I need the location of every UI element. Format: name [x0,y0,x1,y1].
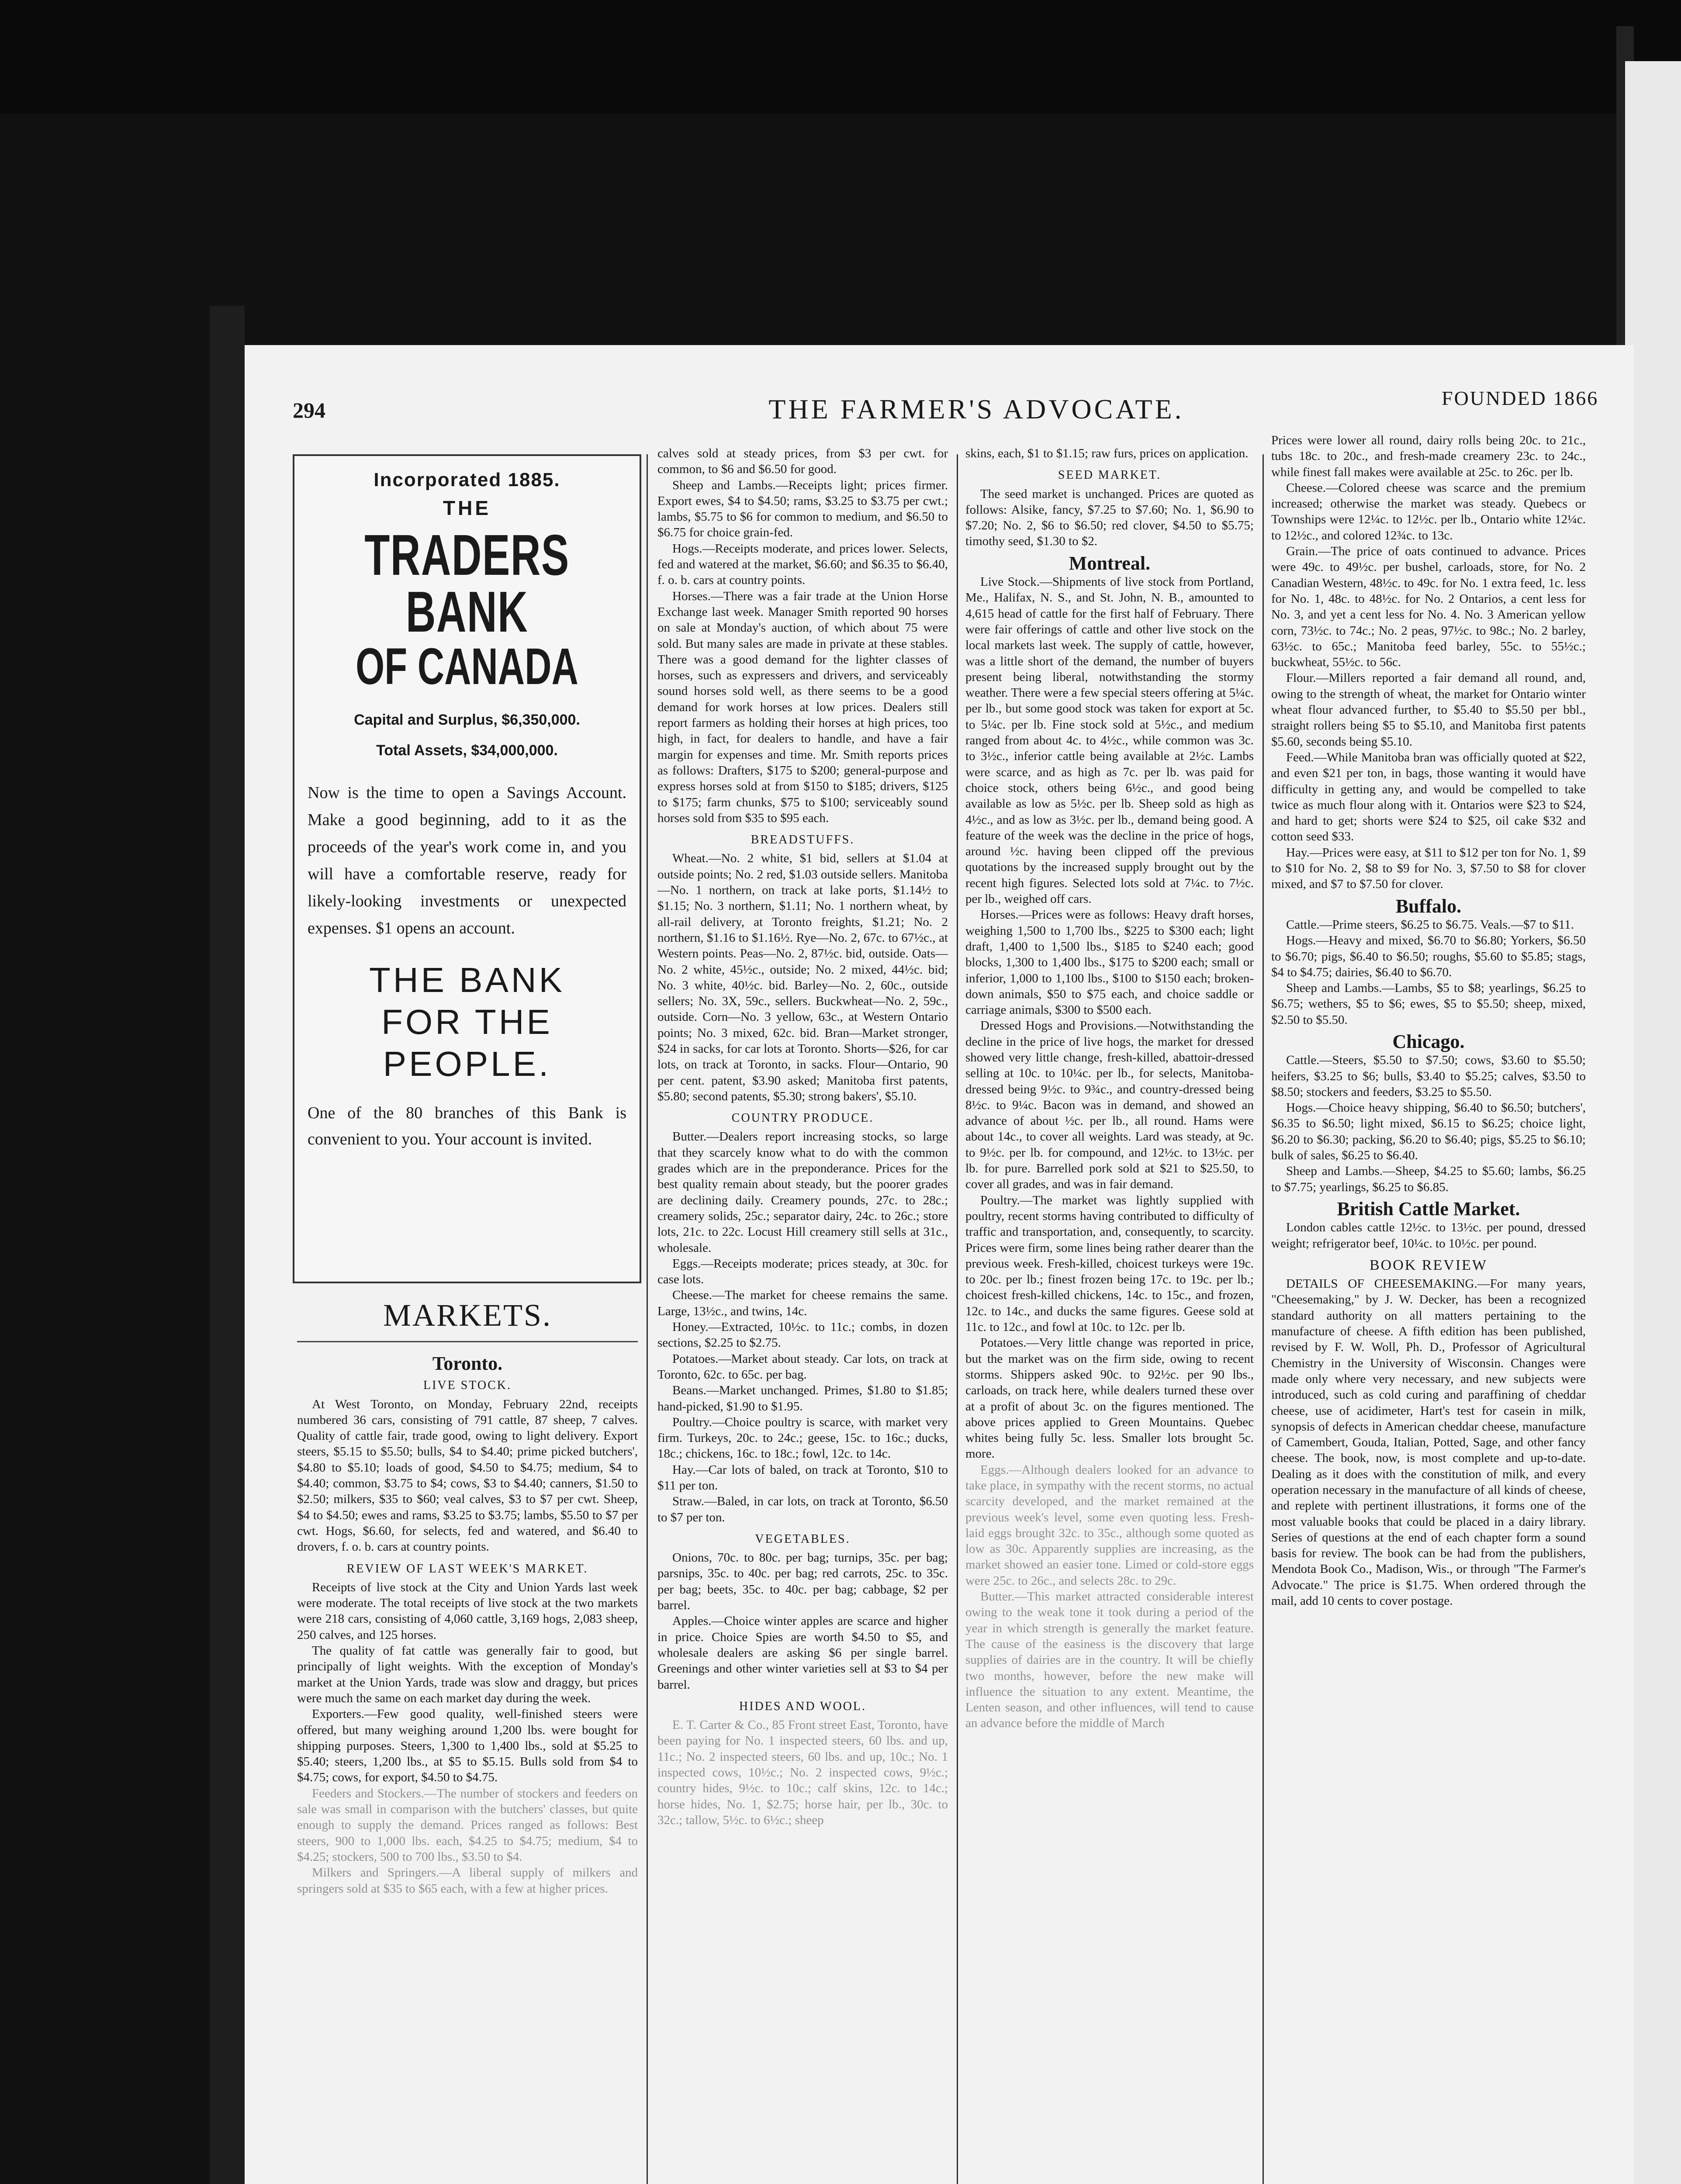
column-rule [1262,454,1264,2184]
section-heading: British Cattle Market. [1337,1198,1520,1220]
paragraph: Horses.—There was a fair trade at the Union Horse Exchange last week. Manager Smith reported 90 horses on sale at Monday's auction, of which about 75 were sold. But many sales are made in private at these stables. There was a good demand for the lighter classes of horses, such as expressers and drivers, and serviceably sound horses sold well, as there seems to be a good demand for work horses at low prices. Dealers still report farmers as holding their horses at high prices, too high, in fact, for dealers to handle, and have a fair margin for expenses and time. Mr. Smith reports prices as follows: Drafters, $175 to $200; general-purpose and express horses sold at from $150 to $185; drivers, $125 to $175; farm chunks, $75 to $100; serviceably sound horses sold from $35 to $95 each. [657,589,948,825]
ad-slogan [294,959,640,1085]
subheading: REVIEW OF LAST WEEK'S MARKET. [346,1562,588,1576]
subheading: BREADSTUFFS. [751,833,855,847]
paragraph: Receipts of live stock at the City and Union Yards last week were moderate. The total receipts of live stock at the two markets were 218 cars, consisting of 4,060 cattle, 3,169 hogs, 2,083 sheep, 250 calves, and 125 horses. [297,1580,638,1642]
column-rule [957,454,958,2184]
traders-bank-ad [293,454,641,1283]
paragraph: The seed market is unchanged. Prices are quoted as follows: Alsike, fancy, $7.25 to $7.60; No. 1, $6.90 to $7.20; No. 2, $6 to $6.50; red clover, $4.50 to $5.75; timothy seed, $1.30 to $2. [965,487,1254,549]
paragraph: Straw.—Baled, in car lots, on track at Toronto, $6.50 to $7 per ton. [657,1494,948,1524]
ad-incorporated: Incorporated 1885. [374,469,560,491]
ad-slogan-line: THE BANK [369,961,565,999]
paragraph: Feeders and Stockers.—The number of stockers and feeders on sale was small in comparison with the butchers' classes, but quite enough to supply the demand. Prices ranged as follows: Best steers, 900 to 1,000 lbs. each, $4.25 to $4.75; medium, $4 to $4.25; stockers, 500 to 700 lbs., $3.50 to $4. [297,1786,638,1864]
page-number: 294 [293,398,325,422]
paragraph: Sheep and Lambs.—Receipts light; prices firmer. Export ewes, $4 to $4.50; rams, $3.25 to $3.75 per cwt.; lambs, $5.75 to $6 for common to medium, and $6.50 to $6.75 for choice grain-fed. [657,478,948,540]
newspaper-page [245,345,1634,2184]
markets-rule [297,1341,638,1342]
paragraph: Flour.—Millers reported a fair demand all round, and, owing to the strength of wheat, the market for Ontario winter wheat flour advanced further, to $5.40 to $5.50 per bbl., straight rollers being $5 to $5.10, and Manitoba first patents $5.60, seconds being $5.10. [1271,671,1586,749]
paragraph: Cattle.—Prime steers, $6.25 to $6.75. Veals.—$7 to $11. [1286,917,1574,932]
paragraph: Wheat.—No. 2 white, $1 bid, sellers at $1.04 at outside points; No. 2 red, $1.03 outside sellers. Manitoba—No. 1 northern, on track at lake ports, $1.14½ to $1.15; No. 3 northern, $1.11; No. 1 northern wheat, by all-rail delivery, at Toronto freights, $1.21; No. 2 northern, $1.16 to $1.16½. Rye—No. 2, 67c. to 67½c., at Western points. Peas—No. 2, 87½c. bid, outside. Oats—No. 2 white, 45½c., outside; No. 2 mixed, 44½c. bid; No. 3 white, 40½c. bid. Barley—No. 2, 60c., outside sellers; No. 3X, 59c., sellers. Buckwheat—No. 2, 59c., outside. Corn—No. 3 yellow, 63c., at Western Ontario points; No. 3 mixed, 62c. bid. Bran—Market stronger, $24 in sacks, for car lots at Toronto. Shorts—$26, for car lots, on track at Toronto, in sacks. Flour—Ontario, 90 per cent. patent, $3.90 asked; Manitoba first patents, $5.80; second patents, $5.30; strong bakers', $5.10. [657,851,948,1103]
column-rule [647,454,648,2184]
paragraph: Poultry.—The market was lightly supplied with poultry, recent storms having contributed to difficulty of traffic and transportation, and, consequently, to scarcity. Prices were firm, some lines being rather dearer than the previous week. Fresh-killed, choicest turkeys were 19c. to 20c. per lb.; finest frozen being 17c. to 19c. per lb.; choicest fresh-killed chickens, 14c. to 15c., and frozen, 12c. to 14c., and ducks the same figures. Geese sold at 11c. to 12c., and fowl at 10c. to 12c. per lb. [965,1193,1254,1334]
paragraph: Hay.—Prices were easy, at $11 to $12 per ton for No. 1, $9 to $10 for No. 2, $8 to $9 for No. 3, $7.50 to $8 for clover mixed, and $7 to $7.50 for clover. [1271,845,1586,892]
paragraph: Apples.—Choice winter apples are scarce and higher in price. Choice Spies are worth $4.50 to $5, and wholesale dealers are asking $6 per single barrel. Greenings and other winter varieties sell at $3 to $4 per barrel. [657,1614,948,1692]
paragraph: Hogs.—Receipts moderate, and prices lower. Selects, fed and watered at the market, $6.60; and $6.35 to $6.40, f. o. b. cars at country points. [657,541,948,587]
section-heading: Chicago. [1392,1030,1465,1052]
paragraph: skins, each, $1 to $1.15; raw furs, prices on application. [965,446,1249,460]
subheading: SEED MARKET. [1058,468,1162,482]
paragraph: Beans.—Market unchanged. Primes, $1.80 to $1.85; hand-picked, $1.90 to $1.95. [657,1383,948,1413]
ad-slogan-line: PEOPLE. [383,1044,551,1083]
paragraph: Exporters.—Few good quality, well-finished steers were offered, but many weighing around 1,200 lbs. were bought for shipping purposes. Steers, 1,300 to 1,400 lbs., sold at $5.25 to $5.40; steers, 1,200 lbs., at $5 to $5.15. Bulls sold from $4 to $4.75; cows, for export, $4.50 to $4.75. [297,1707,638,1785]
section-heading: Buffalo. [1395,895,1462,917]
paragraph: Butter.—Dealers report increasing stocks, so large that they scarcely know what to do with the common grades which are in the preponderance. Prices for the best quality remain about steady, but the poorer grades are declining daily. Creamery pounds, 27c. to 28c.; creamery solids, 25c.; separator dairy, 24c. to 26c.; store lots, 21c. to 22c. Locust Hill creamery still sells at 31c., wholesale. [657,1130,948,1255]
subheading: BOOK REVIEW [1369,1257,1488,1273]
paragraph: DETAILS OF CHEESEMAKING.—For many years, "Cheesemaking," by J. W. Decker, has been a recognized standard authority on all matters pertaining to the manufacture of cheese. A fifth edition has been published, revised by F. W. Woll, Ph. D., Professor of Agricultural Chemistry in the University of Wisconsin. Changes were made only where very necessary, and new subjects were introduced, such as cold curing and paraffining of cheddar cheese, use of acidimeter, Hart's test for casein in milk, synopsis of defects in American cheddar cheese, manufacture of Camembert, Gouda, Italian, Potted, Sage, and other fancy cheese. The book, now, is most complete and up-to-date. Dealing as it does with the constitution of milk, and every operation necessary in the manufacture of all kinds of cheese, and replete with pertinent illustrations, it forms one of the most valuable books that could be placed in a dairy library. Series of questions at the end of each chapter form a sound basis for review. The book can be had from the publishers, Mendota Book Co., Madison, Wis., or through "The Farmer's Advocate." The price is $1.75. When ordered through the mail, add 10 cents to cover postage. [1271,1277,1586,1608]
ad-the: THE [443,497,491,519]
paragraph: Milkers and Springers.—A liberal supply of milkers and springers sold at $35 to $65 each, with a few at higher prices. [297,1866,638,1896]
page-title: THE FARMER'S ADVOCATE. [768,394,1184,425]
ad-assets: Total Assets, $34,000,000. [376,742,558,759]
subheading: COUNTRY PRODUCE. [731,1111,874,1125]
paragraph: Hogs.—Choice heavy shipping, $6.40 to $6.50; butchers', $6.35 to $6.50; light mixed, $6.15 to $6.25; choice light, $6.20 to $6.30; packing, $6.20 to $6.40; pigs, $5.25 to $6.10; bulk of sales, $6.25 to $6.40. [1271,1101,1586,1163]
paragraph: Sheep and Lambs.—Lambs, $5 to $8; yearlings, $6.25 to $6.75; wethers, $5 to $6; ewes, $5 to $5.50; sheep, mixed, $2.50 to $5.50. [1271,981,1586,1027]
paragraph: Cheese.—Colored cheese was scarce and the premium increased; otherwise the market was steady. Quebecs or Townships were 12¼c. to 12½c. per lb., Ontario white 12¼c. to 12½c., and colored 12¾c. to 13c. [1271,480,1586,543]
ad-bank-name: TRADERS BANK [364,523,570,644]
paragraph: Cheese.—The market for cheese remains the same. Large, 13½c., and twins, 14c. [657,1288,948,1318]
paragraph: Eggs.—Receipts moderate; prices steady, at 30c. for case lots. [657,1256,948,1287]
column-3 [965,446,1254,2184]
paragraph: London cables cattle 12½c. to 13½c. per pound, dressed weight; refrigerator beef, 10¼c. to 10½c. per pound. [1271,1220,1586,1251]
subheading: VEGETABLES. [755,1532,851,1546]
column-1 [297,1350,638,2184]
subheading: LIVE STOCK. [423,1379,512,1393]
paragraph: Honey.—Extracted, 10½c. to 11c.; combs, in dozen sections, $2.25 to $2.75. [657,1320,948,1350]
ad-body: Now is the time to open a Savings Account. Make a good beginning, add to it as the proceeds of the year's work come in, and you will have a comfortable reserve, ready for likely-looking investments or unexpected expenses. $1 opens an account. [308,784,626,937]
ad-slogan-line: FOR THE [381,1002,553,1041]
paragraph: Hay.—Car lots of baled, on track at Toronto, $10 to $11 per ton. [657,1462,948,1493]
paragraph: E. T. Carter & Co., 85 Front street East, Toronto, have been paying for No. 1 inspected steers, 60 lbs. and up, 11c.; No. 2 inspected steers, 60 lbs. and up, 10c.; No. 1 inspected cows, 10½c.; No. 2 inspected cows, 9½c.; country hides, 9½c. to 10c.; calf skins, 12c. to 14c.; horse hides, No. 1, $2.75; horse hair, per lb., 30c. to 32c.; tallow, 5½c. to 6½c.; sheep [657,1718,948,1827]
ad-capital: Capital and Surplus, $6,350,000. [354,712,580,728]
founded-label: FOUNDED 1866 [1442,387,1599,409]
paragraph: Onions, 70c. to 80c. per bag; turnips, 35c. per bag; parsnips, 35c. to 40c. per bag; red carrots, 25c. to 35c. per bag; beets, 35c. to 40c. per bag; cabbage, $2 per barrel. [657,1551,948,1613]
paragraph: Cattle.—Steers, $5.50 to $7.50; cows, $3.60 to $5.50; heifers, $3.25 to $6; bulls, $3.40 to $5.25; calves, $3.50 to $8.50; stockers and feeders, $3.25 to $5.50. [1271,1053,1586,1099]
paragraph: calves sold at steady prices, from $3 per cwt. for common, to $6 and $6.50 for good. [657,446,948,477]
paragraph: Potatoes.—Market about steady. Car lots, on track at Toronto, 62c. to 65c. per bag. [657,1351,948,1382]
paragraph: The quality of fat cattle was generally fair to good, but principally of light weights. With the exception of Monday's market at the Union Yards, trade was slow and draggy, but prices were much the same on each market day during the week. [297,1644,638,1705]
paragraph: Poultry.—Choice poultry is scarce, with market very firm. Turkeys, 20c. to 24c.; geese, 15c. to 16c.; ducks, 18c.; chickens, 16c. to 18c.; fowl, 12c. to 14c. [657,1415,948,1461]
paragraph: Live Stock.—Shipments of live stock from Portland, Me., Halifax, N. S., and St. John, N. B., amounted to 4,615 head of cattle for the first half of February. There were fair offerings of cattle and other live stock on the local markets last week. The supply of cattle, however, was a little short of the demand, the number of buyers present being liberal, notwithstanding the stormy weather. There were a few special steers offering at 5¼c. per lb., but some good stock was taken for export at 5c. to 5¼c. per lb. Fine stock sold at 5½c., and medium ranged from about 4c. to 4½c., while common was 3c. to 3½c., inferior cattle being available at 2½c. Lambs were scarce, and as high as 7c. per lb. was paid for choice stock, others being 6½c., and good being available as low as 5½c. per lb. Sheep sold as high as 4½c., and as low as 3½c. per lb., demand being good. A feature of the week was the decline in the price of hogs, around ½c. having been clipped off the previous quotations by the increased supply brought out by the recent high figures. Selected lots sold at 7¼c. to 7½c. per lb., weighed off cars. [965,575,1254,906]
paragraph: Prices were lower all round, dairy rolls being 20c. to 21c., tubs 18c. to 20c., and fresh-made creamery 23c. to 24c., while finest fall makes were available at 25c. to 26c. per lb. [1271,433,1586,479]
paragraph: Feed.—While Manitoba bran was officially quoted at $22, and even $21 per ton, in bags, those wanting it would have difficulty in getting any, and would be compelled to take twice as much flour along with it. Ontarios were $23 to $24, and hard to get; shorts were $24 to $25, oil cake $32 and cotton seed $33. [1271,750,1586,844]
paragraph: Sheep and Lambs.—Sheep, $4.25 to $5.60; lambs, $6.25 to $7.75; yearlings, $6.25 to $6.85. [1271,1164,1586,1194]
paragraph: Grain.—The price of oats continued to advance. Prices were 49c. to 49½c. per bushel, carloads, store, for No. 2 Canadian Western, 48½c. to 49c. for No. 1 extra feed, 1c. less for No. 1, 48c. to 48½c. for No. 2 Ontarios, a cent less for No. 3, and yet a cent less for No. 4. No. 3 American yellow corn, 73½c. to 74c.; No. 2 peas, 97½c. to 98c.; No. 2 barley, 63½c. to 65c.; Manitoba feed barley, 55c. to 55½c.; buckwheat, 55½c. to 56c. [1271,544,1586,670]
section-heading: Toronto. [432,1353,503,1374]
scan-border-top [0,0,1681,114]
column-2 [657,446,948,2184]
ad-footer: One of the 80 branches of this Bank is convenient to you. Your account is invited. [308,1104,626,1148]
paragraph: At West Toronto, on Monday, February 22nd, receipts numbered 36 cars, consisting of 791 cattle, 87 sheep, 7 calves. Quality of cattle fair, trade good, owing to light delivery. Export steers, $5.15 to $5.50; bulls, $4 to $4.40; prime picked butchers', $4.80 to $5.10; loads of good, $4.50 to $4.75; medium, $4 to $4.40; common, $3.75 to $4; cows, $3 to $4.40; canners, $1.50 to $2.50; milkers, $35 to $60; veal calves, $3 to $7 per cwt. Sheep, $4 to $4.50; ewes and rams, $3.25 to $3.75; lambs, $5.50 to $7 per cwt. Hogs, $6.60, for selects, fed and watered, and $6.40 to drovers, f. o. b. cars at country points. [297,1397,638,1554]
paragraph: Dressed Hogs and Provisions.—Notwithstanding the decline in the price of live hogs, the market for dressed showed very little change, fresh-killed, abattoir-dressed selling at 10c. to 10¼c. per lb., for selects, Manitoba-dressed being 9½c. to 9¾c., and country-dressed being 8½c. to 9¼c. Bacon was in demand, and showed an advance of about ½c. per lb., all round. Hams were about 14c., to cover all weights. Lard was steady, at 9c. to 9½c. per lb. for compound, and 12½c. to 13½c. per lb. for pure. Barrelled pork sold at $21 to $25.50, to cover all grades, and was in fair demand. [965,1019,1254,1192]
markets-heading: MARKETS. [383,1298,552,1333]
paragraph: Horses.—Prices were as follows: Heavy draft horses, weighing 1,500 to 1,700 lbs., $225 to $300 each; light draft, 1,400 to 1,500 lbs., $185 to $240 each; good blocks, 1,300 to 1,400 lbs., $175 to $200 each; small or inferior, 1,000 to 1,100 lbs., $100 to $150 each; broken-down animals, $50 to $75 each, and choice saddle or carriage animals, $300 to $500 each. [965,908,1254,1017]
scan-shadow-left [210,306,245,2184]
paragraph: Butter.—This market attracted considerable interest owing to the weak tone it took during a period of the year in which strength is generally the market feature. The cause of the easiness is the discovery that large supplies of dairies are in the country. It will be chiefly two months, however, before the new make will influence the situation to any extent. Meantime, the Lenten season, and other influences, will tend to cause an advance before the middle of March [965,1590,1254,1731]
section-heading: Montreal. [1069,552,1151,574]
paragraph: Eggs.—Although dealers looked for an advance to take place, in sympathy with the recent storms, no actual scarcity developed, and the market remained at the previous week's level, some even quoting less. Fresh-laid eggs brought 32c. to 35c., although some quoted as low as 30c. Apparently supplies are increasing, as the market showed an easier tone. Limed or cold-store eggs were 25c. to 26c., and selects 28c. to 29c. [965,1462,1254,1588]
ad-bank-name-2: OF CANADA [356,638,578,695]
paragraph: Hogs.—Heavy and mixed, $6.70 to $6.80; Yorkers, $6.50 to $6.70; pigs, $6.40 to $6.50; roughs, $5.60 to $5.85; stags, $4 to $4.75; dairies, $6.40 to $6.70. [1271,933,1586,979]
paragraph: Potatoes.—Very little change was reported in price, but the market was on the firm side, owing to recent storms. Shippers asked 90c. to 92½c. per 90 lbs., carloads, on track here, while dealers turned these over at a profit of about 3c. on the figures mentioned. The above prices applied to Green Mountains. Quebec whites being fully 5c. less. Smaller lots brought 5c. more. [965,1336,1254,1461]
column-4 [1271,432,1586,2184]
subheading: HIDES AND WOOL. [739,1699,867,1713]
